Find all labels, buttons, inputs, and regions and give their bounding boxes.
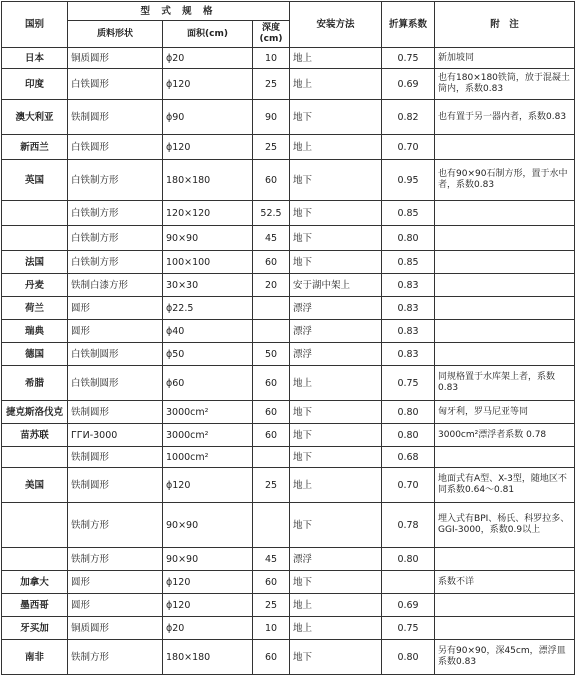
cell-area: 3000cm²: [163, 401, 253, 424]
cell-country: 希腊: [2, 366, 68, 401]
table-row: [2, 548, 575, 571]
cell-coef: 0.75: [382, 617, 435, 640]
cell-country: 牙买加: [2, 617, 68, 640]
cell-country: 美国: [2, 468, 68, 503]
cell-note: 同规格置于水库架上者，系数0.83: [435, 366, 575, 401]
cell-area: ϕ20: [163, 617, 253, 640]
cell-install: 地下: [290, 571, 382, 594]
cell-note: [435, 447, 575, 468]
cell-country: 法国: [2, 251, 68, 274]
cell-shape: 铁制方形: [68, 640, 163, 675]
cell-install: 地上: [290, 594, 382, 617]
table-row: [2, 297, 575, 320]
cell-coef: 0.83: [382, 274, 435, 297]
cell-note: [435, 251, 575, 274]
cell-note: 也有置于另一器内者，系数0.83: [435, 100, 575, 135]
cell-coef: 0.95: [382, 160, 435, 201]
table-row: [2, 571, 575, 594]
cell-shape: 铁制白漆方形: [68, 274, 163, 297]
cell-install: 地上: [290, 135, 382, 160]
cell-note: 埋入式有BPI、杨氏、科罗拉多、GGI-3000，系数0.9以上: [435, 503, 575, 548]
cell-area: ϕ40: [163, 320, 253, 343]
cell-country: 澳大利亚: [2, 100, 68, 135]
table-row: [2, 468, 575, 503]
cell-note: 另有90×90，深45cm，漂浮皿系数0.83: [435, 640, 575, 675]
cell-install: 地上: [290, 366, 382, 401]
cell-install: 漂浮: [290, 297, 382, 320]
cell-shape: 白铁圆形: [68, 135, 163, 160]
table-row: [2, 617, 575, 640]
table-row: [2, 594, 575, 617]
table-row: [2, 401, 575, 424]
cell-coef: 0.80: [382, 401, 435, 424]
cell-depth: 60: [253, 401, 290, 424]
cell-depth: 25: [253, 468, 290, 503]
cell-note: 新加坡同: [435, 48, 575, 69]
cell-install: 地下: [290, 226, 382, 251]
cell-area: ϕ60: [163, 366, 253, 401]
cell-area: 30×30: [163, 274, 253, 297]
table-row: [2, 135, 575, 160]
cell-country: 英国: [2, 160, 68, 201]
cell-coef: 0.70: [382, 135, 435, 160]
cell-shape: 铁制圆形: [68, 447, 163, 468]
cell-coef: 0.78: [382, 503, 435, 548]
cell-shape: 铜质圆形: [68, 617, 163, 640]
cell-shape: 白铁制方形: [68, 201, 163, 226]
cell-note: [435, 548, 575, 571]
cell-country: [2, 548, 68, 571]
cell-coef: 0.69: [382, 69, 435, 100]
cell-coef: 0.82: [382, 100, 435, 135]
cell-country: 瑞典: [2, 320, 68, 343]
table-row: [2, 447, 575, 468]
cell-depth: 52.5: [253, 201, 290, 226]
table-row: [2, 201, 575, 226]
cell-depth: 20: [253, 274, 290, 297]
cell-install: 地下: [290, 201, 382, 226]
cell-country: 荷兰: [2, 297, 68, 320]
cell-coef: [382, 571, 435, 594]
cell-depth: [253, 503, 290, 548]
cell-area: 120×120: [163, 201, 253, 226]
cell-note: [435, 274, 575, 297]
table-row: [2, 251, 575, 274]
header-note: 附 注: [435, 2, 575, 48]
cell-note: 也有90×90石制方形，置于水中者，系数0.83: [435, 160, 575, 201]
cell-install: 漂浮: [290, 548, 382, 571]
cell-note: 匈牙利，罗马尼亚等同: [435, 401, 575, 424]
cell-shape: 白铁制圆形: [68, 366, 163, 401]
cell-install: 地上: [290, 48, 382, 69]
cell-coef: 0.80: [382, 548, 435, 571]
cell-country: 捷克斯洛伐克: [2, 401, 68, 424]
cell-install: 漂浮: [290, 320, 382, 343]
cell-note: [435, 594, 575, 617]
cell-install: 地下: [290, 251, 382, 274]
cell-country: 墨西哥: [2, 594, 68, 617]
cell-coef: 0.83: [382, 297, 435, 320]
cell-shape: 铁制圆形: [68, 100, 163, 135]
cell-install: 漂浮: [290, 343, 382, 366]
cell-depth: 60: [253, 160, 290, 201]
cell-install: 地下: [290, 100, 382, 135]
cell-area: ϕ120: [163, 135, 253, 160]
table-row: [2, 160, 575, 201]
cell-note: [435, 297, 575, 320]
cell-depth: 10: [253, 617, 290, 640]
cell-country: 丹麦: [2, 274, 68, 297]
cell-area: ϕ90: [163, 100, 253, 135]
cell-note: 也有180×180铁筒，放于混凝土筒内，系数0.83: [435, 69, 575, 100]
cell-area: ϕ120: [163, 468, 253, 503]
table-row: [2, 69, 575, 100]
cell-area: ϕ120: [163, 594, 253, 617]
cell-shape: 圆形: [68, 594, 163, 617]
table-row: [2, 343, 575, 366]
cell-shape: 圆形: [68, 320, 163, 343]
cell-shape: 铁制圆形: [68, 468, 163, 503]
cell-country: [2, 447, 68, 468]
cell-shape: 白铁制方形: [68, 251, 163, 274]
cell-shape: 圆形: [68, 297, 163, 320]
cell-shape: 圆形: [68, 571, 163, 594]
cell-shape: 铁制方形: [68, 503, 163, 548]
cell-area: ϕ120: [163, 571, 253, 594]
cell-coef: 0.80: [382, 640, 435, 675]
cell-depth: 50: [253, 343, 290, 366]
cell-note: 系数不详: [435, 571, 575, 594]
header-material-shape: 质料形状: [68, 21, 163, 48]
cell-depth: [253, 320, 290, 343]
cell-coef: 0.68: [382, 447, 435, 468]
cell-area: 90×90: [163, 548, 253, 571]
cell-shape: 铁制圆形: [68, 401, 163, 424]
cell-coef: 0.69: [382, 594, 435, 617]
cell-country: [2, 503, 68, 548]
cell-shape: 铜质圆形: [68, 48, 163, 69]
cell-note: 3000cm²漂浮者系数 0.78: [435, 424, 575, 447]
cell-country: 德国: [2, 343, 68, 366]
cell-coef: 0.85: [382, 251, 435, 274]
table-row: [2, 503, 575, 548]
cell-install: 地下: [290, 640, 382, 675]
header-coef: 折算系数: [382, 2, 435, 48]
header-country: 国别: [2, 2, 68, 48]
cell-country: 苗苏联: [2, 424, 68, 447]
cell-country: 新西兰: [2, 135, 68, 160]
cell-note: [435, 343, 575, 366]
cell-coef: 0.83: [382, 343, 435, 366]
cell-depth: 45: [253, 226, 290, 251]
cell-depth: 90: [253, 100, 290, 135]
cell-area: 180×180: [163, 160, 253, 201]
cell-install: 地下: [290, 401, 382, 424]
table-row: [2, 274, 575, 297]
cell-install: 地下: [290, 424, 382, 447]
header-area: 面积(cm): [163, 21, 253, 48]
cell-shape: ГГИ-3000: [68, 424, 163, 447]
cell-depth: 45: [253, 548, 290, 571]
cell-shape: 白铁圆形: [68, 69, 163, 100]
cell-depth: 60: [253, 571, 290, 594]
cell-note: [435, 226, 575, 251]
cell-coef: 0.80: [382, 424, 435, 447]
cell-depth: 60: [253, 366, 290, 401]
cell-coef: 0.75: [382, 48, 435, 69]
cell-install: 地下: [290, 447, 382, 468]
cell-area: ϕ50: [163, 343, 253, 366]
evaporation-pan-table: [1, 1, 575, 675]
cell-note: [435, 201, 575, 226]
cell-install: 地上: [290, 468, 382, 503]
cell-coef: 0.85: [382, 201, 435, 226]
cell-depth: [253, 447, 290, 468]
cell-depth: 60: [253, 251, 290, 274]
table-row: [2, 320, 575, 343]
cell-area: 180×180: [163, 640, 253, 675]
cell-area: 3000cm²: [163, 424, 253, 447]
table-row: [2, 640, 575, 675]
cell-note: [435, 135, 575, 160]
cell-coef: 0.83: [382, 320, 435, 343]
table-row: [2, 366, 575, 401]
cell-note: [435, 320, 575, 343]
table-row: [2, 226, 575, 251]
table-row: [2, 48, 575, 69]
cell-install: 地上: [290, 617, 382, 640]
cell-country: 日本: [2, 48, 68, 69]
cell-depth: [253, 297, 290, 320]
cell-shape: 白铁制圆形: [68, 343, 163, 366]
cell-depth: 25: [253, 594, 290, 617]
cell-country: 南非: [2, 640, 68, 675]
cell-depth: 60: [253, 640, 290, 675]
cell-country: [2, 201, 68, 226]
cell-install: 地上: [290, 69, 382, 100]
header-depth: 深度 (cm): [253, 21, 290, 48]
cell-area: 90×90: [163, 226, 253, 251]
cell-country: 加拿大: [2, 571, 68, 594]
cell-country: [2, 226, 68, 251]
cell-note: 地面式有A型、X-3型，随地区不同系数0.64～0.81: [435, 468, 575, 503]
cell-note: [435, 617, 575, 640]
cell-area: ϕ120: [163, 69, 253, 100]
cell-coef: 0.80: [382, 226, 435, 251]
cell-depth: 25: [253, 135, 290, 160]
cell-install: 安于湖中架上: [290, 274, 382, 297]
cell-depth: 60: [253, 424, 290, 447]
cell-coef: 0.70: [382, 468, 435, 503]
header-spec-group: 型 式 规 格: [68, 2, 290, 21]
cell-install: 地下: [290, 503, 382, 548]
cell-shape: 铁制方形: [68, 548, 163, 571]
cell-install: 地下: [290, 160, 382, 201]
cell-area: ϕ20: [163, 48, 253, 69]
table-row: [2, 100, 575, 135]
cell-area: ϕ22.5: [163, 297, 253, 320]
cell-coef: 0.75: [382, 366, 435, 401]
cell-shape: 白铁制方形: [68, 226, 163, 251]
cell-country: 印度: [2, 69, 68, 100]
cell-area: 1000cm²: [163, 447, 253, 468]
table-row: [2, 424, 575, 447]
header-install: 安装方法: [290, 2, 382, 48]
cell-shape: 白铁制方形: [68, 160, 163, 201]
cell-depth: 25: [253, 69, 290, 100]
cell-area: 90×90: [163, 503, 253, 548]
cell-area: 100×100: [163, 251, 253, 274]
cell-depth: 10: [253, 48, 290, 69]
